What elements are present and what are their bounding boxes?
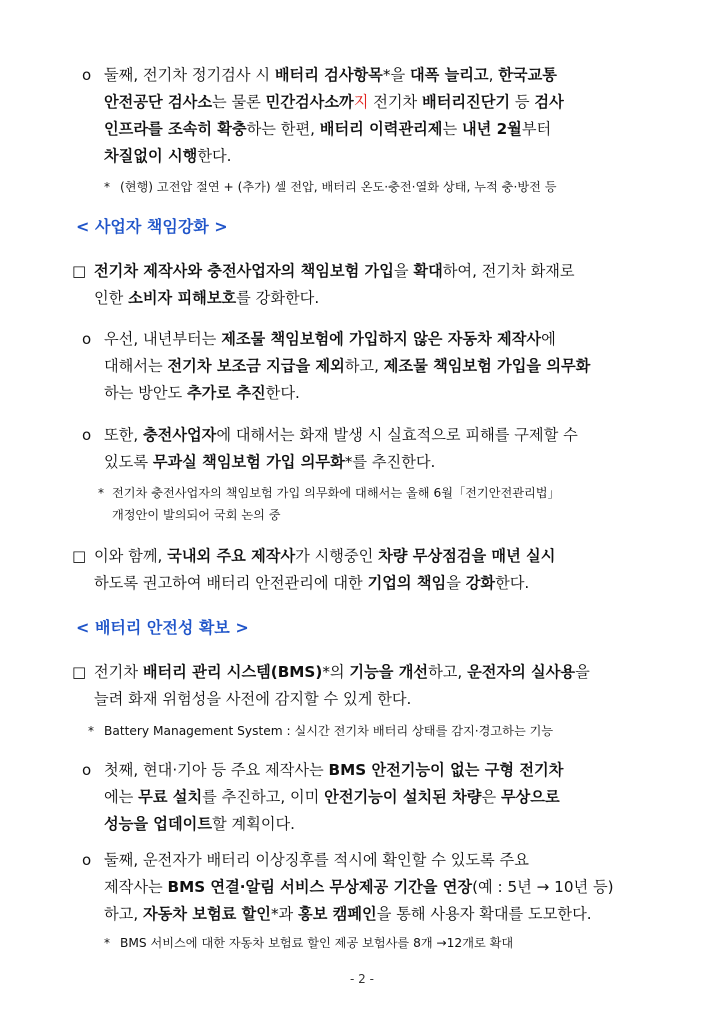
text-line	[104, 847, 654, 874]
text: 우선, 내년부터는	[104, 330, 222, 348]
text-line	[104, 422, 654, 449]
asterisk-note-marker: *	[88, 724, 94, 738]
bold-text: 무과실 책임보험 가입 의무화	[152, 453, 345, 471]
bold-text: 인프라를 조속히 확충	[104, 120, 247, 138]
text-line	[94, 686, 654, 713]
text: (현행) 고전압 절연 + (추가) 셀 전압, 배터리 온도·충전·열화 상태, 누적 충·방전 등	[120, 180, 557, 194]
text-line	[104, 720, 654, 742]
bold-text: 차량 무상점검을 매년 실시	[378, 547, 556, 565]
text: 제작사는	[104, 878, 168, 896]
text: 또한,	[104, 426, 143, 444]
bold-text: 한국교통	[498, 66, 557, 84]
text-line	[104, 116, 654, 143]
text-line	[104, 757, 654, 784]
bold-text: 안전기능이 설치된 차량	[324, 788, 482, 806]
text: 하는 방안도	[104, 384, 188, 402]
checkbox-bullet-icon: □	[72, 663, 87, 681]
text-line	[104, 901, 654, 928]
footnote	[98, 482, 654, 526]
text-line	[120, 932, 654, 954]
bold-text: 무상으로	[500, 788, 560, 806]
bold-text: 강화	[465, 574, 496, 592]
text-line	[104, 874, 654, 901]
text: 하여, 전기차 화재로	[442, 262, 575, 280]
page-number: - 2 -	[350, 972, 374, 986]
text-line	[120, 176, 654, 198]
text: 하고,	[104, 905, 143, 923]
bold-text: 홍보 캠페인	[298, 905, 377, 923]
asterisk-note-marker: *	[104, 180, 110, 194]
text: 인한	[94, 289, 129, 307]
text: 전기차	[368, 93, 423, 111]
text: 한다.	[265, 384, 300, 402]
checkbox-bullet-icon: □	[72, 262, 87, 280]
bold-text: 충전사업자	[143, 426, 217, 444]
bold-text: 운전자의 실사용	[467, 663, 576, 681]
text: 을	[575, 663, 590, 681]
bold-text: BMS 연결·알림 서비스 무상제공 기간을 연장	[167, 878, 473, 896]
text: 을	[446, 574, 466, 592]
text-line	[104, 380, 654, 407]
asterisk-note-marker: *	[104, 936, 110, 950]
bold-text: 배터리 관리 시스템(BMS)	[142, 663, 323, 681]
text-line	[104, 62, 654, 89]
text: 하고,	[428, 663, 468, 681]
footnote	[88, 720, 654, 742]
bold-text: 민간검사소까	[265, 93, 354, 111]
text-line	[104, 89, 654, 116]
text: 늘려 화재 위험성을 사전에 감지할 수 있게 한다.	[94, 690, 412, 708]
text-line	[104, 353, 654, 380]
text: 개정안이 발의되어 국회 논의 중	[112, 508, 281, 522]
text: *를 추진한다.	[344, 453, 436, 471]
bold-text: 검사	[534, 93, 564, 111]
text: 대해서는	[104, 357, 168, 375]
text-line	[104, 326, 654, 353]
text-line	[104, 449, 654, 476]
text: 둘째, 전기차 정기검사 시	[104, 66, 275, 84]
section-heading: < 사업자 책임강화 >	[76, 217, 228, 236]
text: ,	[488, 66, 499, 84]
text: 할 계획이다.	[212, 815, 296, 833]
text: 전기차 충전사업자의 책임보험 가입 의무화에 대해서는 올해 6월「전기안전관리법」	[112, 486, 560, 500]
circle-bullet-icon: ο	[82, 66, 92, 84]
text: 을	[393, 262, 414, 280]
bold-text: 소비자 피해보호	[128, 289, 237, 307]
bold-text: 국내외 주요 제작사	[167, 547, 296, 565]
text: *을	[382, 66, 410, 84]
bold-text: 확대	[413, 262, 443, 280]
text-line	[104, 784, 654, 811]
text: Battery Management System : 실시간 전기차 배터리 상태를 감지·경고하는 기능	[104, 724, 554, 738]
text: 를 추진하고, 이미	[202, 788, 325, 806]
sub-point	[82, 757, 654, 838]
text: 첫째, 현대·기아 등 주요 제작사는	[104, 761, 329, 779]
text: 하는 한편,	[246, 120, 320, 138]
bold-text: 배터리진단기	[422, 93, 511, 111]
text: 지	[353, 93, 369, 111]
checkbox-bullet-icon: □	[72, 547, 87, 565]
text-line	[112, 504, 654, 526]
text: 는 물론	[212, 93, 266, 111]
text-line	[104, 811, 654, 838]
circle-bullet-icon: ο	[82, 426, 92, 444]
asterisk-note-marker: *	[98, 486, 104, 500]
bold-text: 안전공단 검사소	[104, 93, 212, 111]
sub-point	[82, 422, 654, 476]
bold-text: 무료 설치	[138, 788, 203, 806]
bold-text: 배터리 검사항목	[274, 66, 383, 84]
sub-point	[82, 847, 654, 928]
text: 에	[541, 330, 556, 348]
bold-text: 기능을 개선	[349, 663, 429, 681]
text: 가 시행중인	[295, 547, 379, 565]
text: 부터	[521, 120, 552, 138]
bold-text: 배터리 이력관리제	[319, 120, 443, 138]
text: 에 대해서는 화재 발생 시 실효적으로 피해를 구제할 수	[216, 426, 578, 444]
bold-text: BMS 안전기능이 없는 구형 전기차	[328, 761, 564, 779]
text: *의	[322, 663, 350, 681]
text: 은	[481, 788, 501, 806]
text: 에는	[104, 788, 139, 806]
text-line	[94, 543, 654, 570]
text-line	[94, 659, 654, 686]
bold-text: 차질없이 시행	[104, 147, 198, 165]
bold-text: 추가로 추진	[187, 384, 266, 402]
footnote	[104, 932, 654, 954]
bold-text: 성능을 업데이트	[104, 815, 212, 833]
text: 을 통해 사용자 확대를 도모한다.	[376, 905, 592, 923]
footnote	[104, 176, 654, 198]
text: 하도록 권고하여 배터리 안전관리에 대한	[94, 574, 368, 592]
bold-text: 전기차 제작사와 충전사업자의 책임보험 가입	[94, 262, 394, 280]
bold-text: 내년 2월	[461, 120, 522, 138]
sub-point	[82, 62, 654, 170]
bold-text: 전기차 보조금 지급을 제외	[167, 357, 345, 375]
text: *과	[270, 905, 299, 923]
main-point	[72, 543, 654, 597]
bold-text: 기업의 책임	[367, 574, 447, 592]
text: 둘째, 운전자가 배터리 이상징후를 적시에 확인할 수 있도록 주요	[104, 851, 529, 869]
text-line	[94, 285, 654, 312]
text: 하고,	[344, 357, 384, 375]
text: 있도록	[104, 453, 153, 471]
text: BMS 서비스에 대한 자동차 보험료 할인 제공 보험사를 8개 →12개로 확대	[120, 936, 514, 950]
circle-bullet-icon: ο	[82, 761, 92, 779]
text: 전기차	[94, 663, 143, 681]
text: 한다.	[197, 147, 232, 165]
bold-text: 대폭 늘리고	[409, 66, 489, 84]
sub-point	[82, 326, 654, 407]
text-line	[104, 143, 654, 170]
text-line	[94, 258, 654, 285]
text: (예 : 5년 → 10년 등)	[472, 878, 614, 896]
section-heading: < 배터리 안전성 확보 >	[76, 618, 249, 637]
text: 등	[510, 93, 535, 111]
text-line	[94, 570, 654, 597]
bold-text: 제조물 책임보험 가입을 의무화	[383, 357, 591, 375]
main-point	[72, 659, 654, 713]
text: 한다.	[495, 574, 530, 592]
text: 를 강화한다.	[236, 289, 320, 307]
bold-text: 자동차 보험료 할인	[143, 905, 271, 923]
text: 는	[442, 120, 462, 138]
text: 이와 함께,	[94, 547, 168, 565]
bold-text: 제조물 책임보험에 가입하지 않은 자동차 제작사	[221, 330, 542, 348]
circle-bullet-icon: ο	[82, 851, 92, 869]
main-point	[72, 258, 654, 312]
circle-bullet-icon: ο	[82, 330, 92, 348]
text-line	[112, 482, 654, 504]
